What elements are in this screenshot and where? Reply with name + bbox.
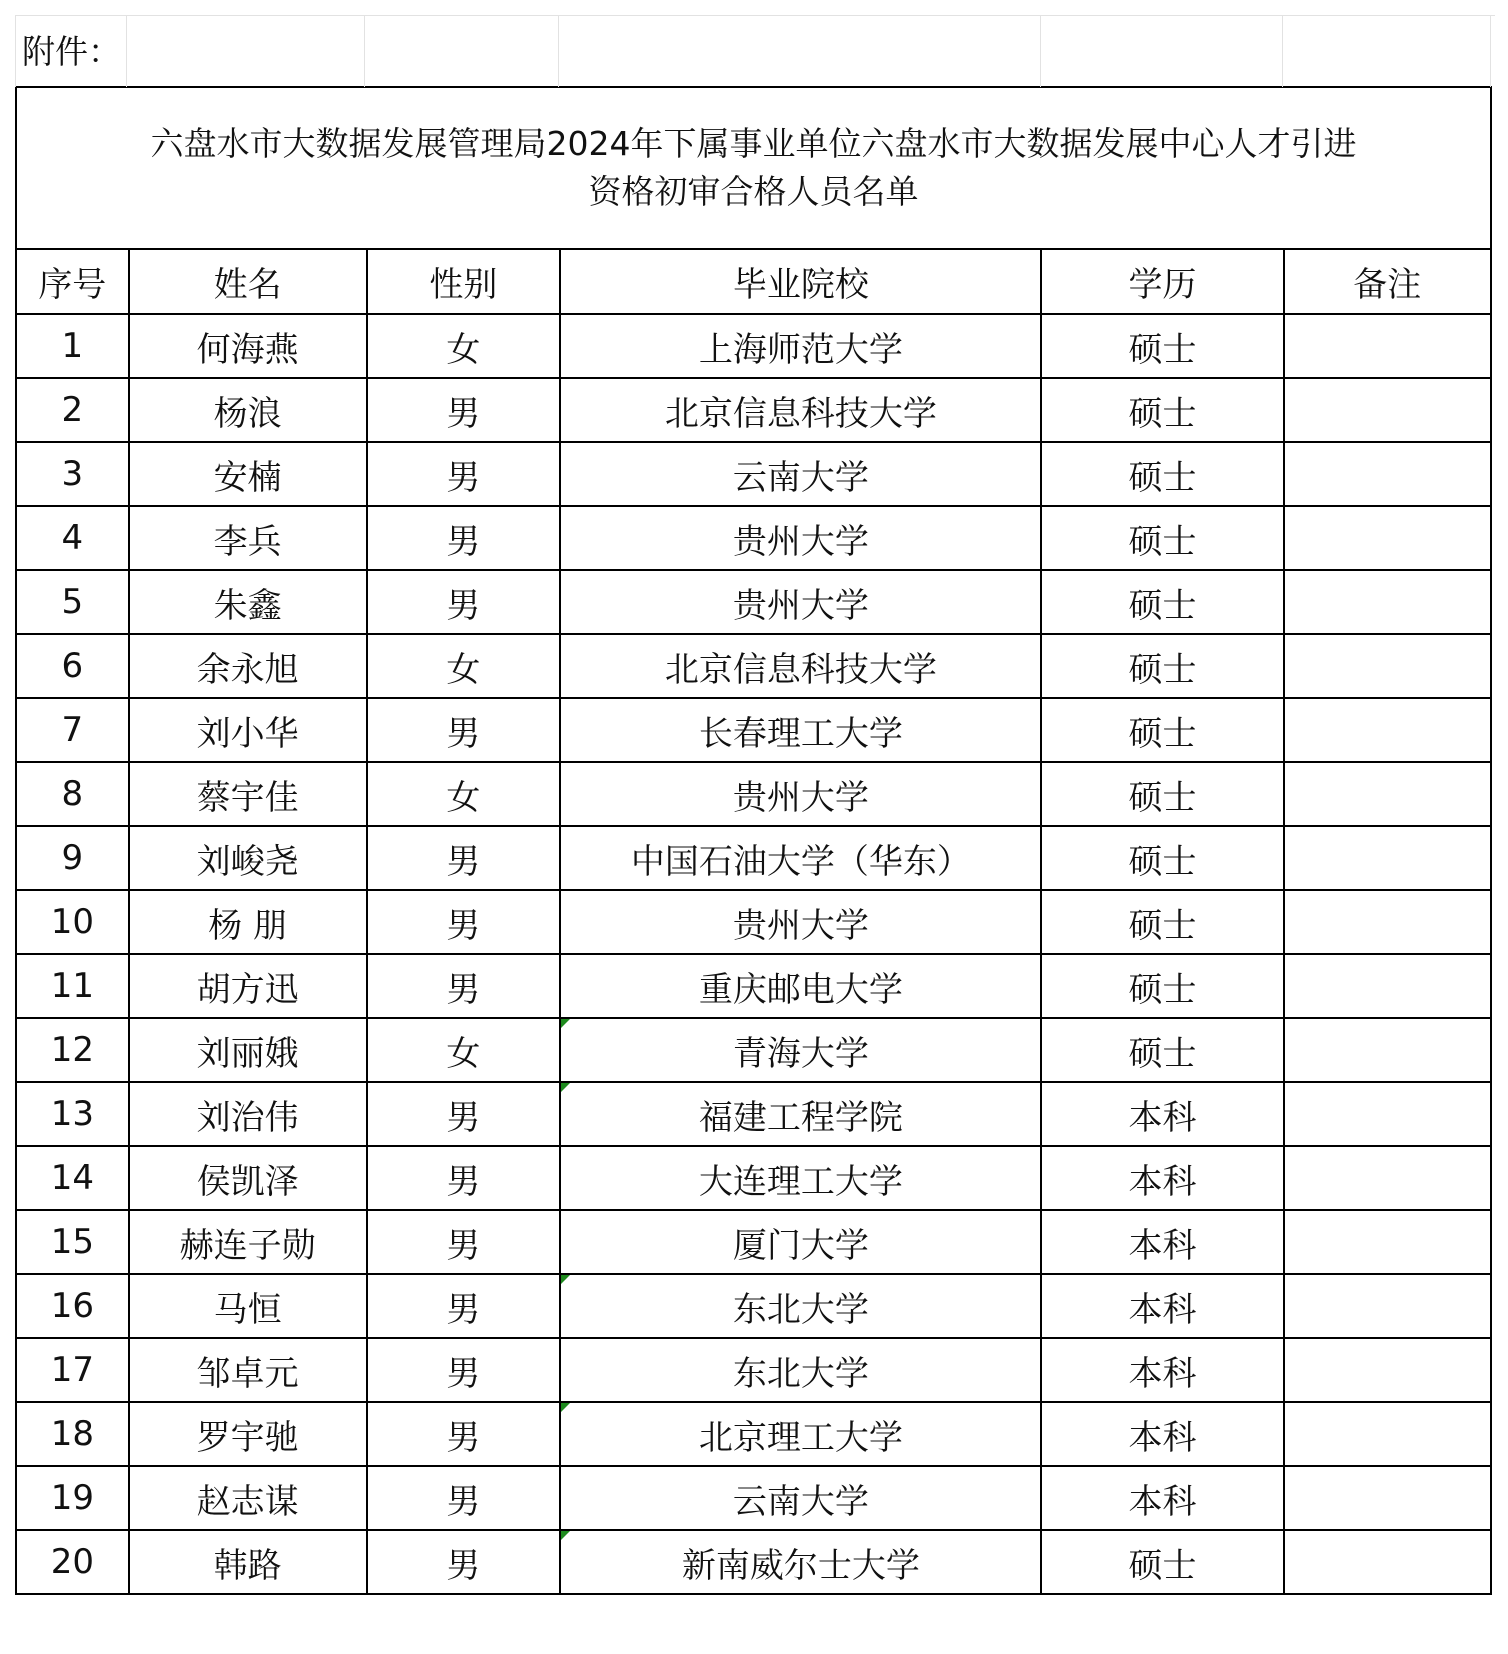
empty-cell[interactable] xyxy=(559,16,1041,87)
title-line-2: 资格初审合格人员名单 xyxy=(588,172,919,211)
cell-gender[interactable]: 男 xyxy=(367,826,561,890)
cell-gender[interactable]: 男 xyxy=(367,506,561,570)
cell-gender[interactable]: 男 xyxy=(367,1274,561,1338)
cell-remark[interactable] xyxy=(1284,570,1491,634)
cell-remark[interactable] xyxy=(1284,634,1491,698)
cell-school[interactable] xyxy=(560,1338,1041,1402)
cell-gender[interactable]: 男 xyxy=(367,954,561,1018)
cell-school[interactable] xyxy=(560,1082,1041,1146)
cell-remark[interactable] xyxy=(1284,506,1491,570)
cell-no[interactable]: 1 xyxy=(16,314,129,378)
cell-no[interactable]: 13 xyxy=(16,1082,129,1146)
col-header-school[interactable]: 毕业院校 xyxy=(560,249,1041,314)
cell-remark[interactable] xyxy=(1284,1018,1491,1082)
table-body xyxy=(16,314,1491,1594)
cell-remark[interactable] xyxy=(1284,890,1491,954)
cell-no[interactable]: 19 xyxy=(16,1466,129,1530)
error-marker-icon xyxy=(561,1275,570,1284)
cell-name[interactable]: 罗宇驰 xyxy=(129,1402,367,1466)
cell-degree[interactable]: 硕士 xyxy=(1041,1018,1283,1082)
cell-school-text: 云南大学 xyxy=(732,1481,869,1522)
cell-school-text: 贵州大学 xyxy=(732,777,869,818)
cell-school[interactable] xyxy=(560,890,1041,954)
cell-name[interactable]: 马恒 xyxy=(129,1274,367,1338)
cell-no[interactable]: 20 xyxy=(16,1530,129,1594)
cell-remark[interactable] xyxy=(1284,1146,1491,1210)
cell-name[interactable]: 赫连子勋 xyxy=(129,1210,367,1274)
cell-remark[interactable] xyxy=(1284,442,1491,506)
cell-no[interactable]: 18 xyxy=(16,1402,129,1466)
cell-no[interactable]: 12 xyxy=(16,1018,129,1082)
cell-school[interactable] xyxy=(560,1466,1041,1530)
cell-gender[interactable]: 男 xyxy=(367,1082,561,1146)
cell-degree[interactable]: 本科 xyxy=(1041,1274,1283,1338)
cell-remark[interactable] xyxy=(1284,698,1491,762)
cell-remark[interactable] xyxy=(1284,762,1491,826)
cell-school-text: 长春理工大学 xyxy=(698,713,903,754)
cell-degree[interactable]: 硕士 xyxy=(1041,826,1283,890)
cell-degree[interactable]: 硕士 xyxy=(1041,762,1283,826)
cell-gender[interactable]: 男 xyxy=(367,1530,561,1594)
cell-degree[interactable]: 硕士 xyxy=(1041,698,1283,762)
cell-degree[interactable]: 硕士 xyxy=(1041,890,1283,954)
cell-name[interactable]: 蔡宇佳 xyxy=(129,762,367,826)
cell-school-text: 北京信息科技大学 xyxy=(664,393,937,434)
cell-school[interactable] xyxy=(560,1402,1041,1466)
empty-cell[interactable] xyxy=(1283,16,1491,87)
cell-school[interactable] xyxy=(560,1530,1041,1594)
cell-degree[interactable]: 硕士 xyxy=(1041,634,1283,698)
table-row xyxy=(16,954,1491,1018)
cell-name[interactable]: 刘小华 xyxy=(129,698,367,762)
cell-remark[interactable] xyxy=(1284,378,1491,442)
cell-no[interactable]: 9 xyxy=(16,826,129,890)
error-marker-icon xyxy=(561,1403,570,1412)
title-line-1: 六盘水市大数据发展管理局2024年下属事业单位六盘水市大数据发展中心人才引进 xyxy=(150,124,1357,163)
cell-school[interactable] xyxy=(560,314,1041,378)
cell-school[interactable] xyxy=(560,1210,1041,1274)
cell-school-text: 厦门大学 xyxy=(732,1225,869,1266)
col-header-remark[interactable]: 备注 xyxy=(1284,249,1491,314)
table-row xyxy=(16,890,1491,954)
table-row xyxy=(16,1018,1491,1082)
cell-no[interactable]: 2 xyxy=(16,378,129,442)
cell-no[interactable]: 16 xyxy=(16,1274,129,1338)
cell-school-text: 贵州大学 xyxy=(732,585,869,626)
cell-no[interactable]: 10 xyxy=(16,890,129,954)
cell-name[interactable]: 刘峻尧 xyxy=(129,826,367,890)
cell-remark[interactable] xyxy=(1284,826,1491,890)
cell-remark[interactable] xyxy=(1284,1402,1491,1466)
col-header-no[interactable]: 序号 xyxy=(16,249,129,314)
cell-school-text: 青海大学 xyxy=(732,1033,869,1074)
cell-gender[interactable]: 男 xyxy=(367,1402,561,1466)
cell-gender[interactable]: 男 xyxy=(367,1210,561,1274)
cell-name[interactable]: 韩路 xyxy=(129,1530,367,1594)
cell-school[interactable] xyxy=(560,442,1041,506)
cell-school[interactable] xyxy=(560,826,1041,890)
cell-school-text: 中国石油大学（华东） xyxy=(630,841,971,882)
cell-name[interactable]: 李兵 xyxy=(129,506,367,570)
cell-school-text: 云南大学 xyxy=(732,457,869,498)
cell-no[interactable]: 14 xyxy=(16,1146,129,1210)
cell-degree[interactable]: 硕士 xyxy=(1041,378,1283,442)
col-header-name[interactable]: 姓名 xyxy=(129,249,367,314)
cell-gender[interactable]: 男 xyxy=(367,378,561,442)
cell-name[interactable]: 胡方迅 xyxy=(129,954,367,1018)
cell-name[interactable]: 侯凯泽 xyxy=(129,1146,367,1210)
header-row xyxy=(16,249,1491,314)
empty-cell[interactable] xyxy=(127,16,365,87)
cell-school[interactable] xyxy=(560,762,1041,826)
cell-school-text: 贵州大学 xyxy=(732,905,869,946)
cell-no[interactable]: 8 xyxy=(16,762,129,826)
cell-name[interactable]: 杨 朋 xyxy=(129,890,367,954)
cell-no[interactable]: 6 xyxy=(16,634,129,698)
cell-degree[interactable]: 硕士 xyxy=(1041,954,1283,1018)
col-header-degree[interactable]: 学历 xyxy=(1041,249,1283,314)
cell-degree[interactable]: 本科 xyxy=(1041,1466,1283,1530)
cell-gender[interactable]: 女 xyxy=(367,762,561,826)
candidate-table xyxy=(15,86,1492,1595)
cell-school[interactable] xyxy=(560,698,1041,762)
table-row xyxy=(16,378,1491,442)
table-row xyxy=(16,1146,1491,1210)
cell-remark[interactable] xyxy=(1284,314,1491,378)
table-row xyxy=(16,1082,1491,1146)
cell-degree[interactable]: 硕士 xyxy=(1041,314,1283,378)
cell-name[interactable]: 刘丽娥 xyxy=(129,1018,367,1082)
table-title[interactable] xyxy=(16,87,1491,249)
cell-gender[interactable]: 男 xyxy=(367,1146,561,1210)
cell-name[interactable]: 刘治伟 xyxy=(129,1082,367,1146)
cell-school[interactable] xyxy=(560,378,1041,442)
cell-gender[interactable]: 女 xyxy=(367,634,561,698)
cell-school[interactable] xyxy=(560,506,1041,570)
cell-name[interactable]: 何海燕 xyxy=(129,314,367,378)
cell-name[interactable]: 杨浪 xyxy=(129,378,367,442)
cell-school-text: 东北大学 xyxy=(732,1289,869,1330)
cell-school[interactable] xyxy=(560,1274,1041,1338)
cell-name[interactable]: 赵志谋 xyxy=(129,1466,367,1530)
table-row xyxy=(16,698,1491,762)
empty-cell[interactable] xyxy=(365,16,559,87)
table-row xyxy=(16,1466,1491,1530)
cell-no[interactable]: 11 xyxy=(16,954,129,1018)
cell-school-text: 北京信息科技大学 xyxy=(664,649,937,690)
cell-degree[interactable]: 本科 xyxy=(1041,1402,1283,1466)
cell-no[interactable]: 7 xyxy=(16,698,129,762)
cell-gender[interactable]: 男 xyxy=(367,570,561,634)
cell-remark[interactable] xyxy=(1284,1530,1491,1594)
cell-school-text: 新南威尔士大学 xyxy=(681,1545,920,1586)
attachment-label[interactable]: 附件： xyxy=(15,16,127,87)
cell-remark[interactable] xyxy=(1284,1210,1491,1274)
table-row xyxy=(16,826,1491,890)
cell-school[interactable] xyxy=(560,570,1041,634)
table-row xyxy=(16,1210,1491,1274)
table-row xyxy=(16,1402,1491,1466)
cell-gender[interactable]: 女 xyxy=(367,314,561,378)
col-header-gender[interactable]: 性别 xyxy=(367,249,561,314)
cell-school-text: 福建工程学院 xyxy=(698,1097,903,1138)
cell-no[interactable]: 5 xyxy=(16,570,129,634)
cell-name[interactable]: 余永旭 xyxy=(129,634,367,698)
table-row xyxy=(16,570,1491,634)
cell-school-text: 贵州大学 xyxy=(732,521,869,562)
cell-degree[interactable]: 硕士 xyxy=(1041,570,1283,634)
table-row xyxy=(16,1530,1491,1594)
cell-school[interactable] xyxy=(560,1146,1041,1210)
attachment-row xyxy=(15,15,1495,86)
cell-gender[interactable]: 男 xyxy=(367,698,561,762)
cell-name[interactable]: 朱鑫 xyxy=(129,570,367,634)
table-row xyxy=(16,634,1491,698)
table-row xyxy=(16,762,1491,826)
cell-school-text: 大连理工大学 xyxy=(698,1161,903,1202)
cell-school-text: 上海师范大学 xyxy=(698,329,903,370)
cell-gender[interactable]: 女 xyxy=(367,1018,561,1082)
cell-degree[interactable]: 硕士 xyxy=(1041,442,1283,506)
table-row xyxy=(16,1338,1491,1402)
cell-remark[interactable] xyxy=(1284,1338,1491,1402)
cell-degree[interactable]: 本科 xyxy=(1041,1210,1283,1274)
error-marker-icon xyxy=(561,1531,570,1540)
cell-degree[interactable]: 硕士 xyxy=(1041,1530,1283,1594)
cell-remark[interactable] xyxy=(1284,954,1491,1018)
cell-degree[interactable]: 本科 xyxy=(1041,1338,1283,1402)
cell-school[interactable] xyxy=(560,1018,1041,1082)
cell-school-text: 东北大学 xyxy=(732,1353,869,1394)
cell-school[interactable] xyxy=(560,954,1041,1018)
cell-gender[interactable]: 男 xyxy=(367,1466,561,1530)
cell-remark[interactable] xyxy=(1284,1274,1491,1338)
cell-degree[interactable]: 本科 xyxy=(1041,1082,1283,1146)
cell-school[interactable] xyxy=(560,634,1041,698)
table-row xyxy=(16,442,1491,506)
cell-gender[interactable]: 男 xyxy=(367,890,561,954)
table-row xyxy=(16,314,1491,378)
cell-remark[interactable] xyxy=(1284,1082,1491,1146)
cell-gender[interactable]: 男 xyxy=(367,442,561,506)
error-marker-icon xyxy=(561,1083,570,1092)
cell-school-text: 重庆邮电大学 xyxy=(698,969,903,1010)
cell-degree[interactable]: 硕士 xyxy=(1041,506,1283,570)
cell-no[interactable]: 3 xyxy=(16,442,129,506)
cell-no[interactable]: 15 xyxy=(16,1210,129,1274)
cell-no[interactable]: 17 xyxy=(16,1338,129,1402)
table-row xyxy=(16,506,1491,570)
cell-name[interactable]: 安楠 xyxy=(129,442,367,506)
cell-name[interactable]: 邹卓元 xyxy=(129,1338,367,1402)
cell-no[interactable]: 4 xyxy=(16,506,129,570)
error-marker-icon xyxy=(561,1019,570,1028)
cell-gender[interactable]: 男 xyxy=(367,1338,561,1402)
table-row xyxy=(16,1274,1491,1338)
cell-school-text: 北京理工大学 xyxy=(698,1417,903,1458)
cell-degree[interactable]: 本科 xyxy=(1041,1146,1283,1210)
empty-cell[interactable] xyxy=(1041,16,1283,87)
spreadsheet-sheet xyxy=(15,15,1495,1595)
cell-remark[interactable] xyxy=(1284,1466,1491,1530)
